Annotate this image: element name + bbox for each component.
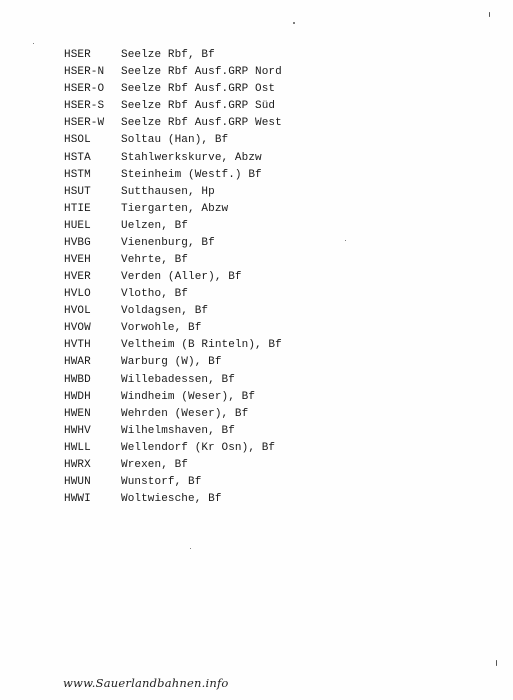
list-item (64, 337, 444, 354)
list-item (64, 98, 444, 115)
list-item (64, 474, 444, 491)
list-item (64, 235, 444, 252)
station-name: Veltheim (B Rinteln), Bf (121, 339, 282, 352)
station-code: HSTA (64, 151, 91, 164)
station-name: Seelze Rbf Ausf.GRP Nord (121, 66, 282, 79)
list-item (64, 320, 444, 337)
station-code: HWUN (64, 475, 91, 488)
list-item (64, 457, 444, 474)
station-code: HWDH (64, 390, 91, 403)
station-name: Tiergarten, Abzw (121, 202, 229, 215)
station-code: HTIE (64, 202, 91, 215)
station-name: Seelze Rbf Ausf.GRP Süd (121, 100, 276, 113)
list-item (64, 303, 444, 320)
list-item (64, 132, 444, 149)
station-name: Vienenburg, Bf (121, 236, 215, 249)
station-code: HWBD (64, 373, 91, 386)
list-item (64, 286, 444, 303)
station-code: HVLO (64, 288, 91, 301)
list-item (64, 269, 444, 286)
station-code: HSER (64, 49, 91, 62)
list-item (64, 81, 444, 98)
scan-speck (496, 660, 497, 666)
station-name: Seelze Rbf Ausf.GRP West (121, 117, 282, 130)
station-name: Vorwohle, Bf (121, 322, 202, 335)
station-code: HWHV (64, 424, 91, 437)
list-item (64, 218, 444, 235)
station-code: HVEH (64, 253, 91, 266)
station-code: HVBG (64, 236, 91, 249)
station-name: Warburg (W), Bf (121, 356, 222, 369)
list-item (64, 354, 444, 371)
station-code: HSUT (64, 185, 91, 198)
station-code: HWLL (64, 441, 91, 454)
list-item (64, 252, 444, 269)
list-item (64, 201, 444, 218)
station-name: Wellendorf (Kr Osn), Bf (121, 441, 276, 454)
station-code: HSER-S (64, 100, 105, 113)
station-name: Woltwiesche, Bf (121, 493, 222, 506)
station-name: Sutthausen, Hp (121, 185, 215, 198)
scan-speck (489, 12, 490, 17)
scan-speck (190, 548, 191, 549)
station-code: HVER (64, 271, 91, 284)
station-code: HWWI (64, 493, 91, 506)
list-item (64, 423, 444, 440)
station-name: Stahlwerkskurve, Abzw (121, 151, 262, 164)
station-name: Vlotho, Bf (121, 288, 189, 301)
list-item (64, 167, 444, 184)
scan-speck (345, 240, 346, 241)
list-item (64, 491, 444, 508)
station-code: HVOW (64, 322, 91, 335)
station-name: Soltau (Han), Bf (121, 134, 229, 147)
station-code: HSTM (64, 168, 91, 181)
station-name: Voldagsen, Bf (121, 305, 209, 318)
list-item (64, 47, 444, 64)
scan-speck (33, 43, 34, 44)
station-code: HSER-O (64, 83, 105, 96)
scan-speck (293, 22, 295, 24)
station-code: HUEL (64, 219, 91, 232)
station-code: HWEN (64, 407, 91, 420)
station-name: Windheim (Weser), Bf (121, 390, 256, 403)
list-item (64, 389, 444, 406)
list-item (64, 184, 444, 201)
station-name: Uelzen, Bf (121, 219, 189, 232)
station-code: HSER-N (64, 66, 105, 79)
station-name: Steinheim (Westf.) Bf (121, 168, 262, 181)
station-code: HSER-W (64, 117, 105, 130)
station-name: Wunstorf, Bf (121, 475, 202, 488)
station-name: Vehrte, Bf (121, 253, 189, 266)
station-name: Verden (Aller), Bf (121, 271, 242, 284)
list-item (64, 149, 444, 166)
station-code-list (64, 47, 444, 508)
list-item (64, 115, 444, 132)
station-name: Seelze Rbf Ausf.GRP Ost (121, 83, 276, 96)
station-code: HVTH (64, 339, 91, 352)
station-name: Seelze Rbf, Bf (121, 49, 215, 62)
station-code: HVOL (64, 305, 91, 318)
station-code: HWRX (64, 458, 91, 471)
station-name: Wrexen, Bf (121, 458, 189, 471)
station-name: Wilhelmshaven, Bf (121, 424, 235, 437)
station-name: Wehrden (Weser), Bf (121, 407, 249, 420)
list-item (64, 371, 444, 388)
list-item (64, 64, 444, 81)
list-item (64, 406, 444, 423)
station-code: HSOL (64, 134, 91, 147)
station-name: Willebadessen, Bf (121, 373, 235, 386)
station-code: HWAR (64, 356, 91, 369)
list-item (64, 440, 444, 457)
website-footer: www.Sauerlandbahnen.info (63, 676, 229, 690)
